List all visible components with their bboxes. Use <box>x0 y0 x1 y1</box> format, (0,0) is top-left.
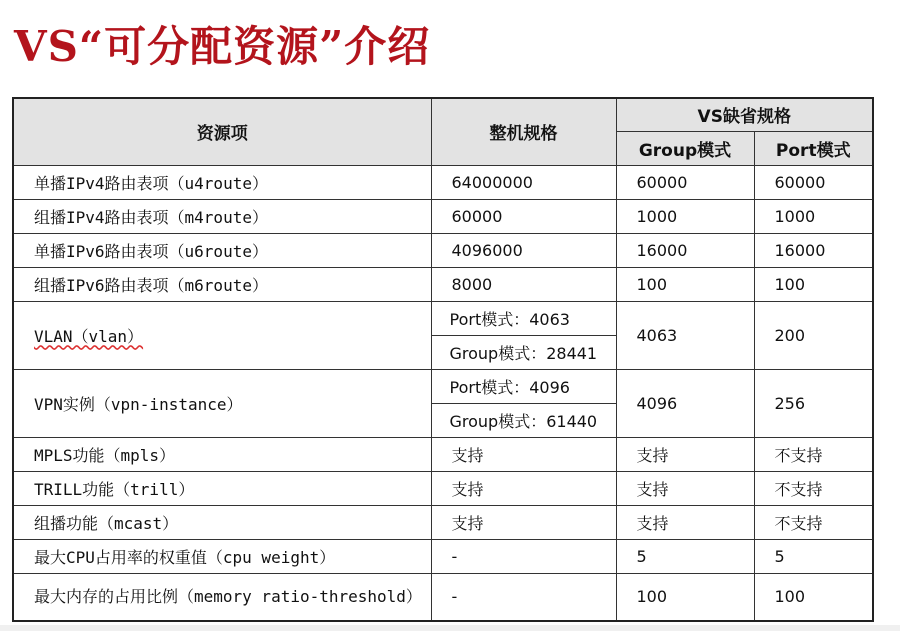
table-row <box>13 301 873 335</box>
whole-port-value: Port模式：4096 <box>431 369 616 403</box>
resource-name: TRILL功能（trill） <box>13 471 431 505</box>
whole-port-value: Port模式：4063 <box>431 301 616 335</box>
group-value: 100 <box>616 267 754 301</box>
table-row <box>13 267 873 301</box>
whole-value: 4096000 <box>431 233 616 267</box>
port-value: 200 <box>754 301 873 369</box>
whole-value: - <box>431 573 616 621</box>
group-value: 4096 <box>616 369 754 437</box>
vlan-name: VLAN（vlan） <box>34 326 144 346</box>
resource-name: 组播IPv6路由表项（m6route） <box>13 267 431 301</box>
whole-value: 64000000 <box>431 165 616 199</box>
resource-name <box>13 301 431 369</box>
table-row <box>13 505 873 539</box>
port-value: 256 <box>754 369 873 437</box>
port-value: 不支持 <box>754 471 873 505</box>
port-value: 不支持 <box>754 505 873 539</box>
group-value: 支持 <box>616 471 754 505</box>
whole-value: 支持 <box>431 471 616 505</box>
group-value: 16000 <box>616 233 754 267</box>
header-whole: 整机规格 <box>431 98 616 165</box>
header-vs-default: VS缺省规格 <box>616 98 873 131</box>
port-value: 100 <box>754 267 873 301</box>
header-port-mode: Port模式 <box>754 131 873 165</box>
whole-group-value: Group模式：61440 <box>431 403 616 437</box>
whole-value: - <box>431 539 616 573</box>
group-value: 支持 <box>616 437 754 471</box>
resource-name: 最大内存的占用比例（memory ratio-threshold） <box>13 573 431 621</box>
page-title: VS“可分配资源”介绍 <box>14 22 431 71</box>
resource-name: 单播IPv6路由表项（u6route） <box>13 233 431 267</box>
whole-value: 支持 <box>431 505 616 539</box>
whole-value: 60000 <box>431 199 616 233</box>
table-row <box>13 233 873 267</box>
table-row <box>13 369 873 403</box>
whole-group-value: Group模式：28441 <box>431 335 616 369</box>
port-value: 1000 <box>754 199 873 233</box>
resource-name: VPN实例（vpn-instance） <box>13 369 431 437</box>
group-value: 100 <box>616 573 754 621</box>
header-group-mode: Group模式 <box>616 131 754 165</box>
resource-name: 组播IPv4路由表项（m4route） <box>13 199 431 233</box>
whole-value: 支持 <box>431 437 616 471</box>
header-resource: 资源项 <box>13 98 431 165</box>
resource-name: 单播IPv4路由表项（u4route） <box>13 165 431 199</box>
port-value: 5 <box>754 539 873 573</box>
port-value: 16000 <box>754 233 873 267</box>
table-row <box>13 471 873 505</box>
table-row <box>13 165 873 199</box>
resource-name: MPLS功能（mpls） <box>13 437 431 471</box>
whole-value: 8000 <box>431 267 616 301</box>
resource-name: 最大CPU占用率的权重值（cpu weight） <box>13 539 431 573</box>
group-value: 5 <box>616 539 754 573</box>
group-value: 60000 <box>616 165 754 199</box>
group-value: 4063 <box>616 301 754 369</box>
table-row <box>13 573 873 621</box>
group-value: 支持 <box>616 505 754 539</box>
port-value: 60000 <box>754 165 873 199</box>
group-value: 1000 <box>616 199 754 233</box>
port-value: 不支持 <box>754 437 873 471</box>
table-row <box>13 437 873 471</box>
port-value: 100 <box>754 573 873 621</box>
resource-table <box>12 97 874 622</box>
table-row <box>13 199 873 233</box>
resource-name: 组播功能（mcast） <box>13 505 431 539</box>
bottom-bar <box>0 625 900 631</box>
table-row <box>13 539 873 573</box>
